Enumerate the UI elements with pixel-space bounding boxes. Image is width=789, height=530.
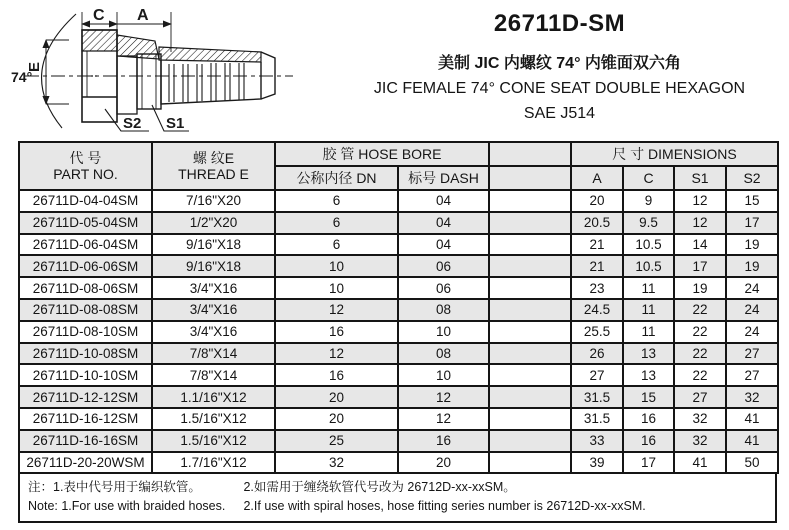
dash-cell: 04 — [398, 212, 489, 234]
spacer-cell — [489, 212, 571, 234]
dim-s1-cell: 41 — [674, 452, 726, 474]
part-no-cell: 26711D-06-04SM — [19, 234, 152, 256]
table-row — [19, 364, 778, 386]
part-no-cell: 26711D-04-04SM — [19, 190, 152, 212]
thread-cell: 1.7/16"X12 — [152, 452, 275, 474]
thread-cell: 1.1/16"X12 — [152, 386, 275, 408]
part-no-cell: 26711D-05-04SM — [19, 212, 152, 234]
col-header-spacer-top — [489, 142, 571, 166]
dim-s1-cell: 19 — [674, 277, 726, 299]
dim-s1-cell: 12 — [674, 212, 726, 234]
dn-cell: 32 — [275, 452, 398, 474]
table-row — [19, 190, 778, 212]
col-header-dash: 标号 DASH — [398, 166, 489, 190]
spacer-cell — [489, 364, 571, 386]
table-row — [19, 430, 778, 452]
col-header-part-no-en: PART NO. — [53, 166, 118, 182]
thread-cell: 1/2"X20 — [152, 212, 275, 234]
dim-s2-cell: 24 — [726, 277, 778, 299]
dim-s1-cell: 32 — [674, 408, 726, 430]
dn-cell: 6 — [275, 190, 398, 212]
notes-section — [18, 474, 777, 523]
table-row — [19, 299, 778, 321]
dim-s2-cell: 41 — [726, 430, 778, 452]
spacer-cell — [489, 343, 571, 365]
dim-s2-cell: 19 — [726, 234, 778, 256]
col-header-dn: 公称内径 DN — [275, 166, 398, 190]
dash-cell: 20 — [398, 452, 489, 474]
dim-s1-cell: 32 — [674, 430, 726, 452]
table-row — [19, 321, 778, 343]
dim-a-cell: 21 — [571, 255, 623, 277]
table-row — [19, 212, 778, 234]
thread-cell: 3/4"X16 — [152, 277, 275, 299]
col-header-dim-a: A — [571, 166, 623, 190]
dim-s1-cell: 22 — [674, 343, 726, 365]
dim-e-label: E — [26, 61, 43, 72]
part-no-cell: 26711D-16-12SM — [19, 408, 152, 430]
dim-a-cell: 23 — [571, 277, 623, 299]
dn-cell: 10 — [275, 277, 398, 299]
dn-cell: 20 — [275, 408, 398, 430]
dim-a-cell: 27 — [571, 364, 623, 386]
table-row — [19, 386, 778, 408]
dn-cell: 6 — [275, 234, 398, 256]
thread-cell: 3/4"X16 — [152, 321, 275, 343]
dim-c-cell: 16 — [623, 430, 674, 452]
dim-a-cell: 26 — [571, 343, 623, 365]
dim-a-cell: 31.5 — [571, 408, 623, 430]
dim-c-label: C — [93, 7, 105, 24]
dim-s1-cell: 17 — [674, 255, 726, 277]
dn-cell: 10 — [275, 255, 398, 277]
dim-s2-cell: 19 — [726, 255, 778, 277]
note-line-cn — [28, 478, 767, 497]
dim-c-cell: 10.5 — [623, 255, 674, 277]
spacer-cell — [489, 299, 571, 321]
dim-c-cell: 13 — [623, 343, 674, 365]
dim-s1-label: S1 — [166, 115, 185, 132]
page-title: 26711D-SM — [493, 10, 626, 37]
part-no-cell: 26711D-12-12SM — [19, 386, 152, 408]
dash-cell: 12 — [398, 408, 489, 430]
table-row — [19, 234, 778, 256]
dn-cell: 6 — [275, 212, 398, 234]
dim-s2-cell: 27 — [726, 364, 778, 386]
dim-s1-cell: 22 — [674, 299, 726, 321]
note-en-1: Note: 1.For use with braided hoses. — [28, 499, 226, 514]
spec-table — [18, 141, 779, 474]
dim-s2-label: S2 — [123, 115, 142, 132]
table-row — [19, 408, 778, 430]
cone-angle-arc — [42, 14, 76, 128]
thread-cell: 9/16"X18 — [152, 255, 275, 277]
dim-s1-cell: 22 — [674, 321, 726, 343]
dim-s2-cell: 32 — [726, 386, 778, 408]
col-header-part-no — [19, 142, 152, 190]
col-header-dim-s1: S1 — [674, 166, 726, 190]
dim-a-cell: 39 — [571, 452, 623, 474]
dim-s2-cell: 17 — [726, 212, 778, 234]
thread-cell: 1.5/16"X12 — [152, 430, 275, 452]
dim-s2-cell: 24 — [726, 299, 778, 321]
dim-c-cell: 9 — [623, 190, 674, 212]
part-no-cell: 26711D-20-20WSM — [19, 452, 152, 474]
dim-c-cell: 17 — [623, 452, 674, 474]
dim-s2-cell: 27 — [726, 343, 778, 365]
note-cn-2: 2.如需用于缠绕软管代号改为 26712D-xx-xxSM。 — [243, 480, 516, 495]
header-row-top — [19, 142, 778, 166]
dim-c-cell: 15 — [623, 386, 674, 408]
thread-cell: 9/16"X18 — [152, 234, 275, 256]
dn-cell: 16 — [275, 364, 398, 386]
dash-cell: 10 — [398, 321, 489, 343]
col-header-part-no-cn: 代 号 — [69, 150, 102, 166]
dim-c-cell: 11 — [623, 321, 674, 343]
spacer-cell — [489, 408, 571, 430]
spec-table-container — [18, 141, 777, 523]
col-header-spacer-bottom — [489, 166, 571, 190]
dim-s1-cell: 22 — [674, 364, 726, 386]
dim-c-cell: 9.5 — [623, 212, 674, 234]
dash-cell: 08 — [398, 343, 489, 365]
thread-cell: 7/16"X20 — [152, 190, 275, 212]
dim-a-cell: 33 — [571, 430, 623, 452]
dn-cell: 20 — [275, 386, 398, 408]
spacer-cell — [489, 255, 571, 277]
dim-a-cell: 25.5 — [571, 321, 623, 343]
spacer-cell — [489, 430, 571, 452]
note-en-2: 2.If use with spiral hoses, hose fitting series number is 26712D-xx-xxSM. — [243, 499, 646, 514]
col-header-thread-en: THREAD E — [178, 166, 249, 182]
subtitle-standard: SAE J514 — [523, 105, 596, 122]
col-header-dim-c: C — [623, 166, 674, 190]
spacer-cell — [489, 321, 571, 343]
dim-s1-cell: 12 — [674, 190, 726, 212]
dn-cell: 12 — [275, 299, 398, 321]
table-row — [19, 255, 778, 277]
col-header-hose-bore: 胶 管 HOSE BORE — [275, 142, 489, 166]
dim-c-cell: 16 — [623, 408, 674, 430]
part-no-cell: 26711D-10-10SM — [19, 364, 152, 386]
dim-a-cell: 20.5 — [571, 212, 623, 234]
fitting-technical-drawing — [8, 4, 310, 139]
table-row — [19, 343, 778, 365]
dn-cell: 25 — [275, 430, 398, 452]
dim-s1-cell: 14 — [674, 234, 726, 256]
dash-cell: 06 — [398, 255, 489, 277]
part-no-cell: 26711D-08-10SM — [19, 321, 152, 343]
dim-s1-cell: 27 — [674, 386, 726, 408]
col-header-thread — [152, 142, 275, 190]
dim-s2-cell: 41 — [726, 408, 778, 430]
subtitle-english: JIC FEMALE 74° CONE SEAT DOUBLE HEXAGON — [373, 80, 746, 97]
col-header-dimensions: 尺 寸 DIMENSIONS — [571, 142, 778, 166]
note-cn-1: 注：1.表中代号用于编织软管。 — [28, 480, 201, 495]
dim-a-cell: 21 — [571, 234, 623, 256]
table-row — [19, 452, 778, 474]
dim-a-cell: 24.5 — [571, 299, 623, 321]
dim-a-cell: 31.5 — [571, 386, 623, 408]
part-no-cell: 26711D-06-06SM — [19, 255, 152, 277]
thread-cell: 7/8"X14 — [152, 343, 275, 365]
note-line-en — [28, 497, 767, 516]
subtitle-chinese: 美制 JIC 内螺纹 74° 内锥面双六角 — [438, 55, 681, 72]
dim-s2-cell: 50 — [726, 452, 778, 474]
spacer-cell — [489, 386, 571, 408]
spacer-cell — [489, 190, 571, 212]
col-header-thread-cn: 螺 纹E — [192, 150, 235, 166]
dash-cell: 08 — [398, 299, 489, 321]
dim-s2-cell: 24 — [726, 321, 778, 343]
dim-c-cell: 11 — [623, 277, 674, 299]
dash-cell: 06 — [398, 277, 489, 299]
dash-cell: 12 — [398, 386, 489, 408]
part-no-cell: 26711D-08-08SM — [19, 299, 152, 321]
dim-c-cell: 13 — [623, 364, 674, 386]
part-no-cell: 26711D-08-06SM — [19, 277, 152, 299]
part-no-cell: 26711D-10-08SM — [19, 343, 152, 365]
col-header-dim-s2: S2 — [726, 166, 778, 190]
dim-a-label: A — [137, 7, 149, 24]
dn-cell: 12 — [275, 343, 398, 365]
thread-cell: 7/8"X14 — [152, 364, 275, 386]
table-row — [19, 277, 778, 299]
thread-cell: 1.5/16"X12 — [152, 408, 275, 430]
dim-a-cell: 20 — [571, 190, 623, 212]
spacer-cell — [489, 234, 571, 256]
spacer-cell — [489, 452, 571, 474]
part-no-cell: 26711D-16-16SM — [19, 430, 152, 452]
thread-cell: 3/4"X16 — [152, 299, 275, 321]
dn-cell: 16 — [275, 321, 398, 343]
spacer-cell — [489, 277, 571, 299]
dash-cell: 04 — [398, 234, 489, 256]
dim-c-cell: 10.5 — [623, 234, 674, 256]
dash-cell: 04 — [398, 190, 489, 212]
header-section — [0, 0, 789, 141]
dim-c-cell: 11 — [623, 299, 674, 321]
title-block — [330, 10, 789, 126]
dash-cell: 10 — [398, 364, 489, 386]
table-body — [19, 190, 778, 473]
angle-label: 74° — [11, 69, 33, 85]
dash-cell: 16 — [398, 430, 489, 452]
dim-s2-cell: 15 — [726, 190, 778, 212]
